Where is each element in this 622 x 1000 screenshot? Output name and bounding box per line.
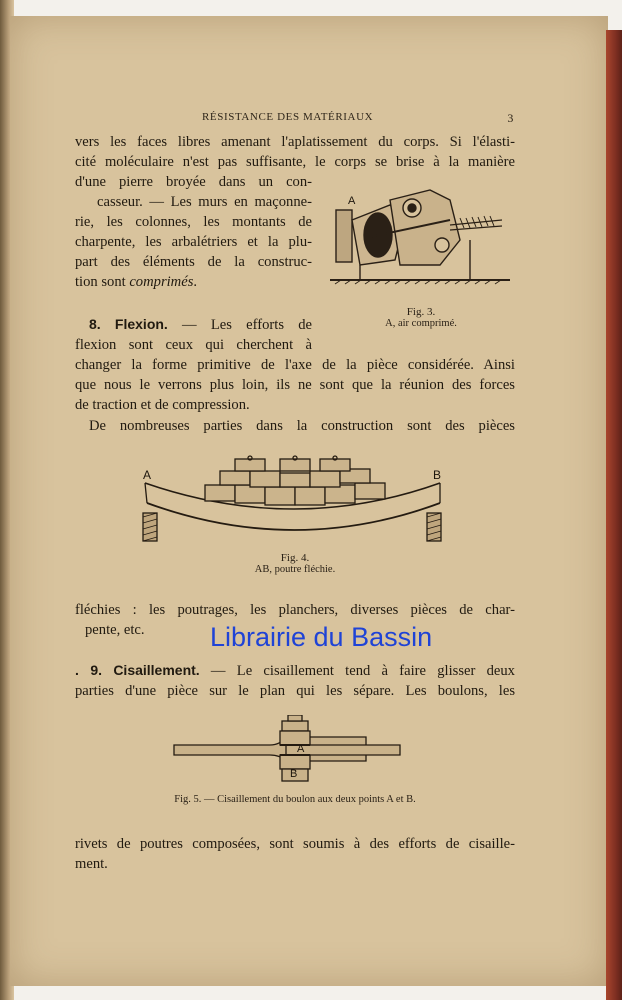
- fig5-caption: [125, 794, 465, 805]
- fig3-left-block: [336, 210, 352, 262]
- fig4-beam-bottom: [147, 503, 440, 530]
- text-fragment: — Les efforts de: [167, 317, 312, 333]
- text-line: fléchies : les poutrages, les planchers, diverses pièces de char-: [75, 602, 515, 618]
- fig5-label-b: B: [290, 768, 298, 780]
- text-line: flexion sont ceux qui cherchent à: [75, 337, 312, 353]
- cisaillement-paragraph: [75, 660, 515, 701]
- fig3-caption-text: A, air comprimé.: [385, 318, 457, 329]
- fig5-label-a: A: [297, 743, 305, 755]
- fig4-beam-illustration: [135, 455, 455, 550]
- text-line: rie, les colonnes, les montants de: [75, 214, 312, 230]
- text-line: cité moléculaire n'est pas suffisante, le corps se brise à la manière: [75, 154, 515, 170]
- text-fragment: tion sont: [75, 274, 130, 290]
- fig4-caption: [225, 552, 365, 575]
- fig5-caption-text: Fig. 5. — Cisaillement du boulon aux deux points A et B.: [174, 794, 416, 805]
- fig3-label-a: A: [348, 195, 356, 207]
- header-title: RÉSISTANCE DES MATÉRIAUX: [202, 111, 374, 123]
- text-line: [75, 272, 312, 292]
- cisaillement-title: Cisaillement.: [113, 662, 200, 678]
- text-line: [75, 314, 312, 335]
- text-line: [75, 660, 515, 681]
- flexion-number: 8.: [89, 316, 101, 332]
- flexion-paragraph-column: [75, 314, 312, 355]
- text-line: charpente, les arbalétriers et la plu-: [75, 234, 312, 250]
- fig4-label-a: A: [143, 468, 152, 482]
- text-line: changer la forme primitive de l'axe de la pièce considérée. Ainsi: [75, 357, 515, 373]
- fig4-label-b: B: [433, 468, 442, 482]
- watermark-text: Librairie du Bassin: [210, 622, 433, 652]
- text-line: d'une pierre broyée dans un con-: [75, 174, 312, 190]
- text-fragment: — Le cisaillement tend à faire glisser deux: [199, 663, 515, 679]
- page-number: 3: [507, 111, 514, 125]
- fig4-caption-text: AB, poutre fléchie.: [254, 564, 336, 575]
- fig5-bolt-illustration: [170, 715, 410, 790]
- text-line: part des éléments de la construc-: [75, 254, 312, 270]
- text-line: vers les faces libres amenant l'aplatissement du corps. Si l'élasti-: [75, 134, 515, 150]
- page-edge-red: [606, 30, 622, 1000]
- fig3-number: Fig. 3.: [406, 306, 436, 318]
- fig4-number: Fig. 4.: [280, 552, 310, 564]
- text-line: ment.: [75, 856, 108, 872]
- text-line: pente, etc.: [85, 622, 145, 638]
- text-line: casseur. — Les murs en maçonne-: [97, 194, 312, 210]
- closing-paragraph: [75, 834, 515, 874]
- text-line: de traction et de compression.: [75, 397, 250, 413]
- text-fragment: .: [193, 274, 198, 290]
- emphasis-text: comprimés: [129, 274, 194, 290]
- fig3-compressor-illustration: [330, 180, 510, 300]
- flexion-paragraph-full: [75, 355, 515, 436]
- cisaillement-number: . 9.: [75, 662, 103, 678]
- text-line: que nous le verrons plus loin, ils ne sont que la réunion des forces: [75, 377, 515, 393]
- intro-paragraph-top: [75, 132, 515, 172]
- fig3-caption: [358, 306, 484, 329]
- intro-paragraph-column: [75, 172, 312, 292]
- flexion-title: Flexion.: [114, 316, 168, 332]
- text-line: De nombreuses parties dans la construction sont des pièces: [89, 418, 515, 434]
- text-line: rivets de poutres composées, sont soumis à des efforts de cisaille-: [75, 836, 515, 852]
- text-line: parties d'une pièce sur le plan qui les sépare. Les boulons, les: [75, 683, 515, 699]
